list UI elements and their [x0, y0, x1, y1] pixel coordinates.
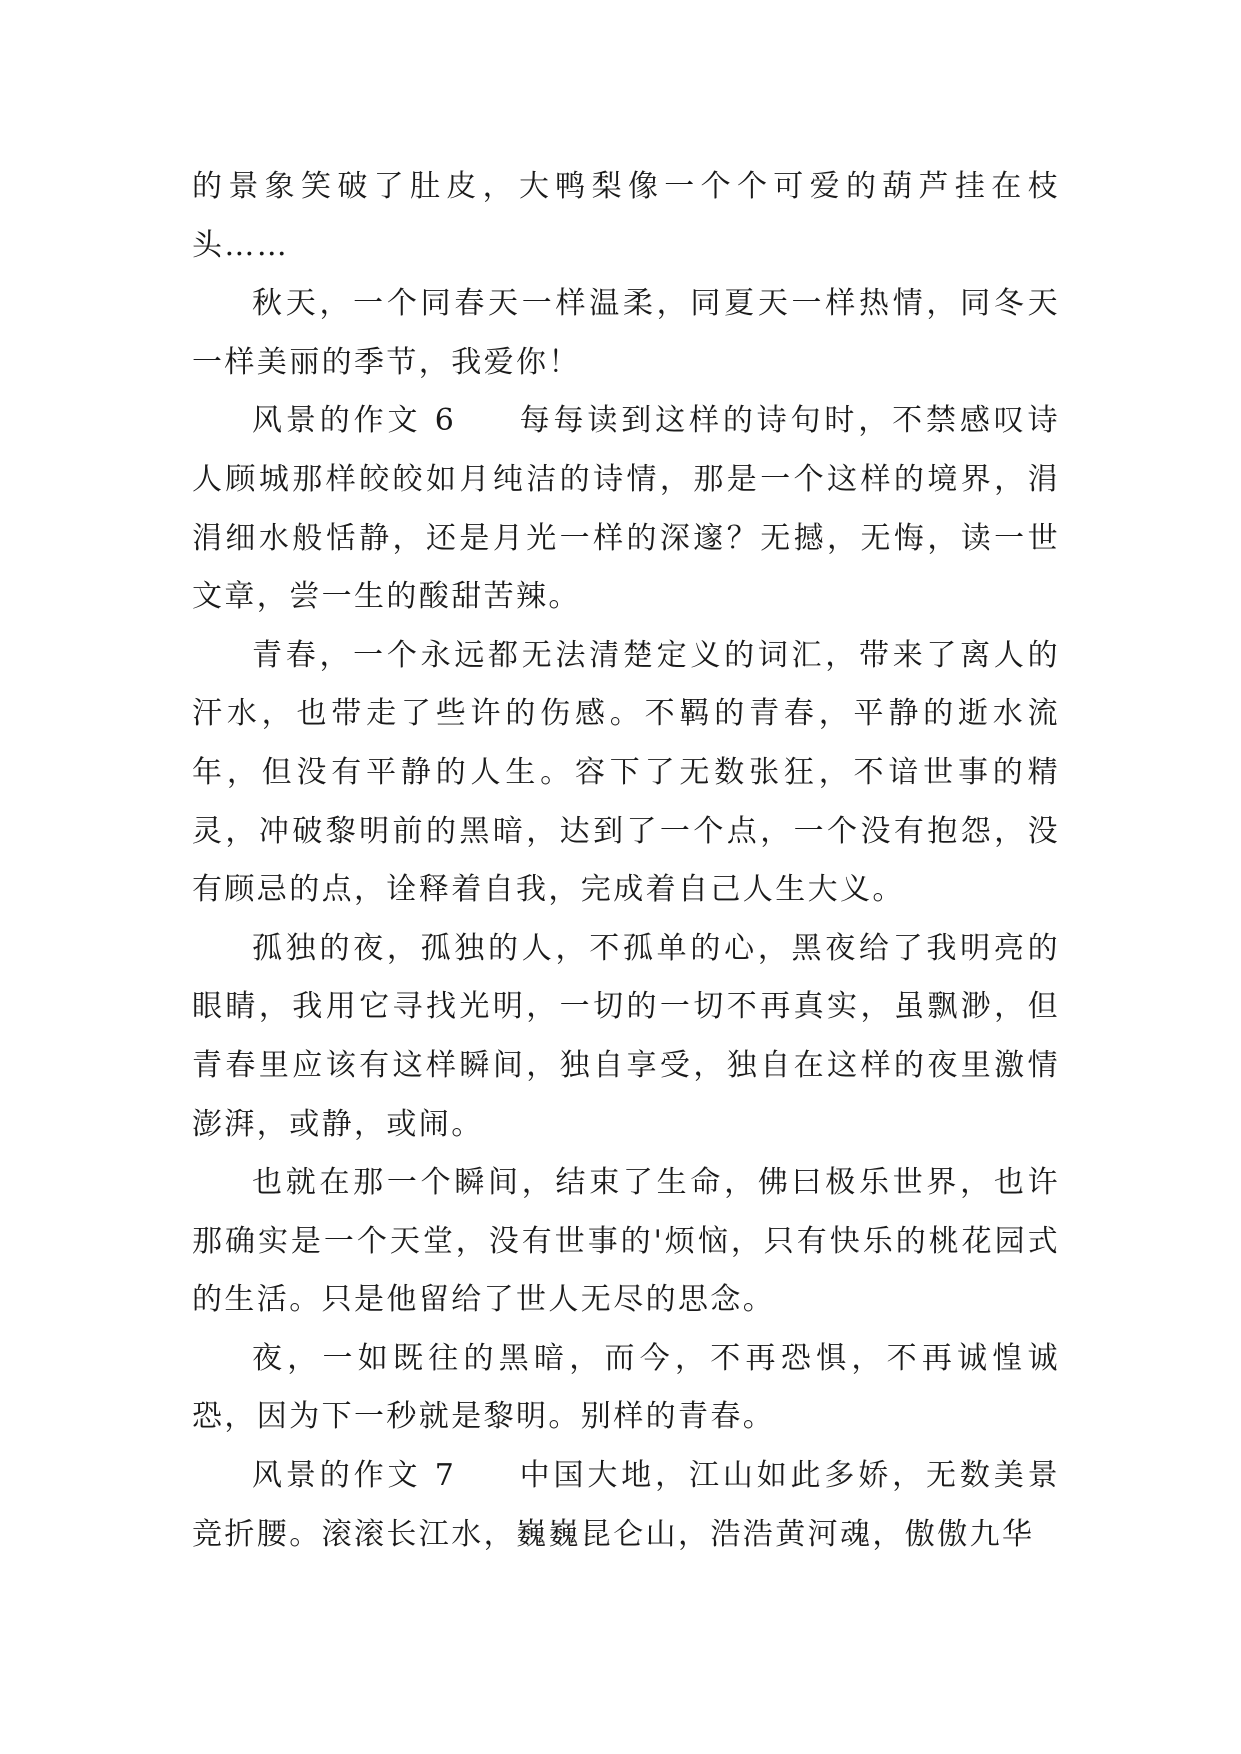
paragraph-text: 孤独的夜，孤独的人，不孤单的心，黑夜给了我明亮的眼睛，我用它寻找光明，一切的一切不再真实，虽飘渺，但青春里应该有这样瞬间，独自享受，独自在这样的夜里激情澎湃，或静，或闹。	[192, 930, 1060, 1142]
section-heading: 风景的作文 7	[252, 1458, 457, 1494]
paragraph	[192, 1154, 1060, 1330]
paragraph	[192, 1447, 1060, 1564]
paragraph-text: 每每读到这样的诗句时，不禁感叹诗人顾城那样皎皎如月纯洁的诗情，那是一个这样的境界，涓涓细水般恬静，还是月光一样的深邃？无撼，无悔，读一世文章，尝一生的酸甜苦辣。	[192, 403, 1060, 615]
paragraph	[192, 627, 1060, 920]
paragraph	[192, 392, 1060, 626]
section-heading: 风景的作文 6	[252, 403, 457, 439]
paragraph-text: 中国大地，江山如此多娇，无数美景竞折腰。滚滚长江水，巍巍昆仑山，浩浩黄河魂，傲傲九华	[192, 1458, 1060, 1552]
paragraph	[192, 158, 1060, 275]
paragraph-text: 青春，一个永远都无法清楚定义的词汇，带来了离人的汗水，也带走了些许的伤感。不羁的青春，平静的逝水流年，但没有平静的人生。容下了无数张狂，不谙世事的精灵，冲破黎明前的黑暗，达到了一个点，一个没有抱怨，没有顾忌的点，诠释着自我，完成着自己人生大义。	[192, 637, 1060, 908]
paragraph	[192, 1330, 1060, 1447]
paragraph-text: 的景象笑破了肚皮，大鸭梨像一个个可爱的葫芦挂在枝头……	[192, 169, 1060, 263]
paragraph	[192, 275, 1060, 392]
paragraph-text: 秋天，一个同春天一样温柔，同夏天一样热情，同冬天一样美丽的季节，我爱你！	[192, 286, 1060, 380]
paragraph-text: 夜，一如既往的黑暗，而今，不再恐惧，不再诚惶诚恐，因为下一秒就是黎明。别样的青春。	[192, 1340, 1060, 1435]
document-body	[192, 158, 1060, 1564]
paragraph-text: 也就在那一个瞬间，结束了生命，佛曰极乐世界，也许那确实是一个天堂，没有世事的'烦恼，只有快乐的桃花园式的生活。只是他留给了世人无尽的思念。	[192, 1165, 1060, 1318]
paragraph	[192, 920, 1060, 1154]
